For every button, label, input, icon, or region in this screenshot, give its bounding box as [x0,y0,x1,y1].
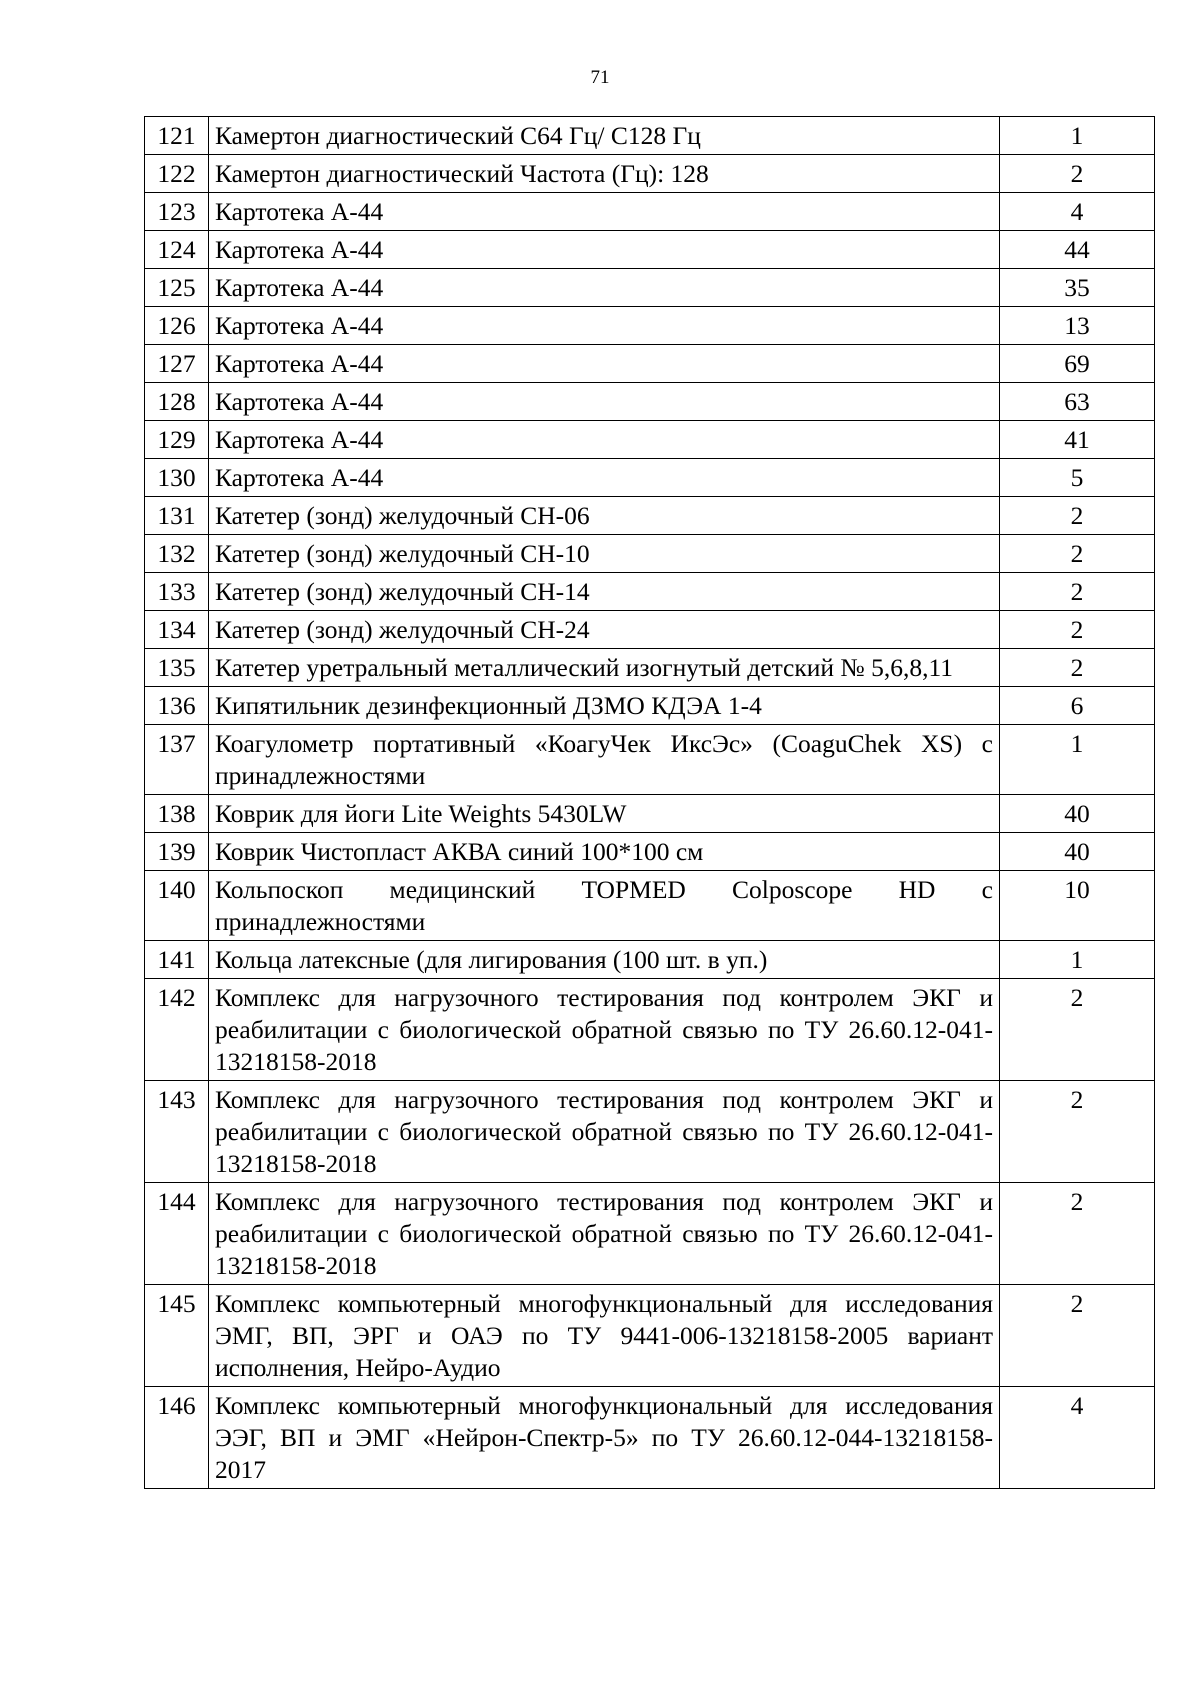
item-quantity: 2 [1000,1183,1155,1285]
item-quantity: 41 [1000,421,1155,459]
item-quantity: 2 [1000,535,1155,573]
table-row [145,497,1155,535]
table-row [145,155,1155,193]
item-name: Катетер (зонд) желудочный СН-24 [209,611,1000,649]
item-quantity: 69 [1000,345,1155,383]
table-row [145,459,1155,497]
table-row [145,117,1155,155]
item-name: Картотека А-44 [209,193,1000,231]
item-quantity: 5 [1000,459,1155,497]
item-quantity: 4 [1000,193,1155,231]
table-row [145,1183,1155,1285]
equipment-table-body [145,117,1155,1489]
item-quantity: 1 [1000,725,1155,795]
table-row [145,269,1155,307]
item-quantity: 13 [1000,307,1155,345]
table-row [145,345,1155,383]
table-row [145,687,1155,725]
row-number: 125 [145,269,209,307]
row-number: 130 [145,459,209,497]
item-name: Комплекс для нагрузочного тестирования под контролем ЭКГ и реабилитации с биологической обратной связью по ТУ 26.60.12-041-13218158-2018 [209,1183,1000,1285]
table-row [145,941,1155,979]
row-number: 138 [145,795,209,833]
row-number: 124 [145,231,209,269]
row-number: 146 [145,1387,209,1489]
item-quantity: 6 [1000,687,1155,725]
item-name: Катетер (зонд) желудочный СН-10 [209,535,1000,573]
table-row [145,979,1155,1081]
table-row [145,383,1155,421]
item-name: Картотека А-44 [209,269,1000,307]
table-row [145,649,1155,687]
item-quantity: 1 [1000,941,1155,979]
table-row [145,535,1155,573]
table-row [145,573,1155,611]
item-quantity: 2 [1000,649,1155,687]
equipment-table [144,116,1155,1489]
item-name: Кипятильник дезинфекционный ДЗМО КДЭА 1-4 [209,687,1000,725]
table-row [145,193,1155,231]
row-number: 122 [145,155,209,193]
item-name: Картотека А-44 [209,459,1000,497]
table-row [145,307,1155,345]
item-name: Картотека А-44 [209,345,1000,383]
row-number: 127 [145,345,209,383]
item-name: Кольпоскоп медицинский TOPMED Colposcope HD с принадлежностями [209,871,1000,941]
item-quantity: 1 [1000,117,1155,155]
item-quantity: 2 [1000,1285,1155,1387]
table-row [145,611,1155,649]
table-row [145,1285,1155,1387]
item-quantity: 35 [1000,269,1155,307]
item-name: Картотека А-44 [209,307,1000,345]
item-quantity: 2 [1000,573,1155,611]
table-row [145,1387,1155,1489]
row-number: 126 [145,307,209,345]
item-name: Комплекс для нагрузочного тестирования под контролем ЭКГ и реабилитации с биологической обратной связью по ТУ 26.60.12-041-13218158-2018 [209,979,1000,1081]
table-row [145,421,1155,459]
item-name: Комплекс компьютерный многофункциональный для исследования ЭЭГ, ВП и ЭМГ «Нейрон-Спектр-5» по ТУ 26.60.12-044-13218158-2017 [209,1387,1000,1489]
item-quantity: 2 [1000,1081,1155,1183]
row-number: 132 [145,535,209,573]
row-number: 144 [145,1183,209,1285]
table-row [145,871,1155,941]
item-name: Комплекс для нагрузочного тестирования под контролем ЭКГ и реабилитации с биологической обратной связью по ТУ 26.60.12-041-13218158-2018 [209,1081,1000,1183]
row-number: 135 [145,649,209,687]
table-row [145,1081,1155,1183]
item-quantity: 40 [1000,795,1155,833]
item-name: Картотека А-44 [209,231,1000,269]
page-number: 71 [590,67,610,88]
item-name: Картотека А-44 [209,383,1000,421]
item-name: Катетер уретральный металлический изогнутый детский № 5,6,8,11 [209,649,1000,687]
item-quantity: 4 [1000,1387,1155,1489]
row-number: 129 [145,421,209,459]
item-name: Камертон диагностический Частота (Гц): 128 [209,155,1000,193]
row-number: 121 [145,117,209,155]
item-name: Картотека А-44 [209,421,1000,459]
item-quantity: 2 [1000,611,1155,649]
table-row [145,725,1155,795]
item-name: Коагулометр портативный «КоагуЧек ИксЭс» (CoaguChek XS) с принадлежностями [209,725,1000,795]
item-name: Камертон диагностический С64 Гц/ С128 Гц [209,117,1000,155]
row-number: 142 [145,979,209,1081]
item-name: Катетер (зонд) желудочный СН-14 [209,573,1000,611]
item-quantity: 2 [1000,979,1155,1081]
row-number: 131 [145,497,209,535]
row-number: 145 [145,1285,209,1387]
row-number: 137 [145,725,209,795]
row-number: 141 [145,941,209,979]
item-name: Кольца латексные (для лигирования (100 шт. в уп.) [209,941,1000,979]
item-quantity: 10 [1000,871,1155,941]
table-row [145,833,1155,871]
item-name: Катетер (зонд) желудочный СН-06 [209,497,1000,535]
row-number: 140 [145,871,209,941]
item-quantity: 2 [1000,497,1155,535]
item-quantity: 40 [1000,833,1155,871]
row-number: 136 [145,687,209,725]
table-row [145,231,1155,269]
row-number: 134 [145,611,209,649]
item-quantity: 44 [1000,231,1155,269]
row-number: 143 [145,1081,209,1183]
item-quantity: 63 [1000,383,1155,421]
row-number: 123 [145,193,209,231]
row-number: 139 [145,833,209,871]
table-row [145,795,1155,833]
item-name: Комплекс компьютерный многофункциональный для исследования ЭМГ, ВП, ЭРГ и ОАЭ по ТУ 9441-006-13218158-2005 вариант исполнения, Нейро-Аудио [209,1285,1000,1387]
row-number: 128 [145,383,209,421]
item-quantity: 2 [1000,155,1155,193]
item-name: Коврик Чистопласт АКВА синий 100*100 см [209,833,1000,871]
row-number: 133 [145,573,209,611]
item-name: Коврик для йоги Lite Weights 5430LW [209,795,1000,833]
